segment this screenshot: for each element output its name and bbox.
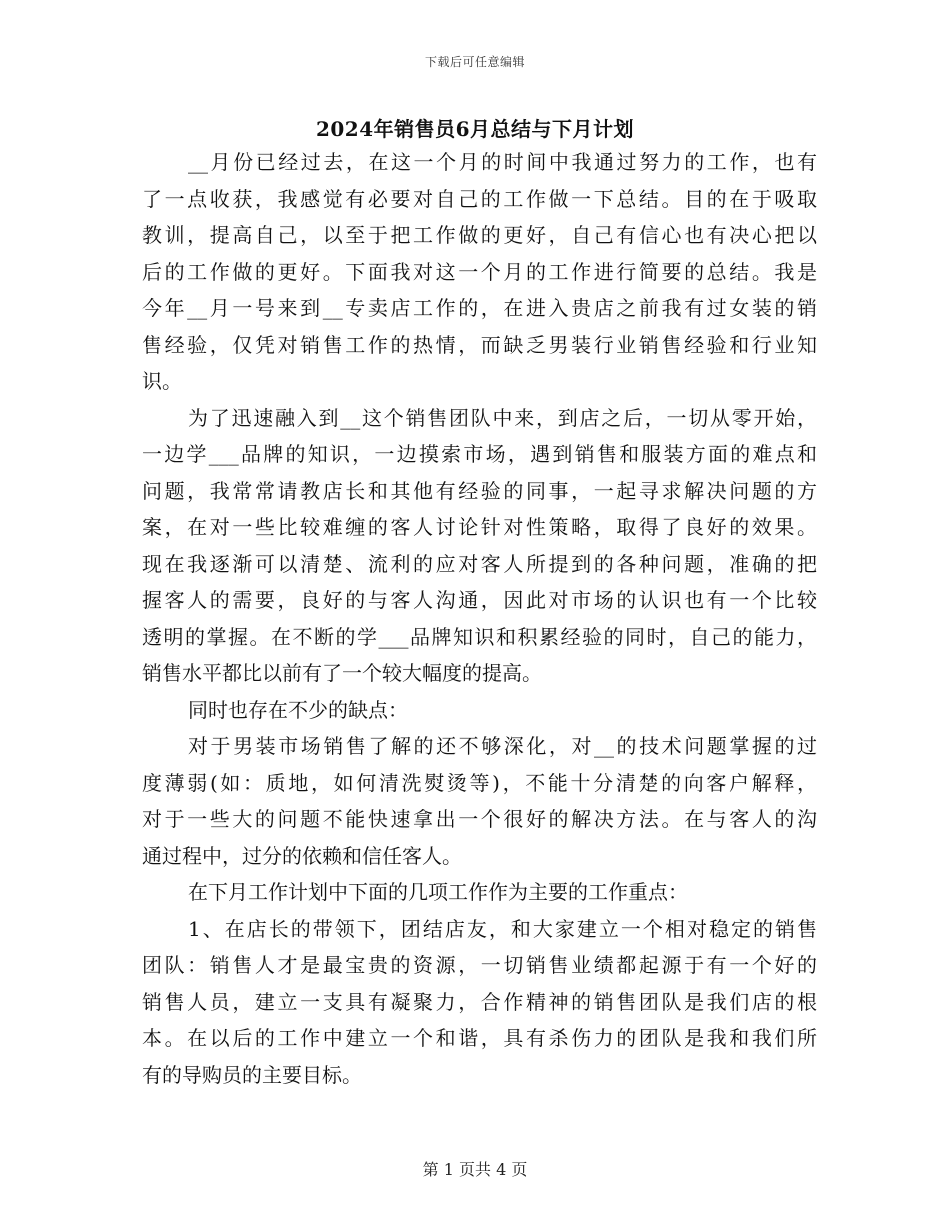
- body-line: 对于一些大的问题不能快速拿出一个很好的解决方法。在与客人的沟: [142, 807, 817, 831]
- body-line: 案，在对一些比较难缠的客人讨论针对性策略，取得了良好的效果。: [142, 515, 817, 539]
- body-line: 一边学___品牌的知识，一边摸索市场，遇到销售和服装方面的难点和: [142, 442, 817, 466]
- document-body: [142, 144, 817, 1093]
- body-line: 同时也存在不少的缺点：: [188, 697, 408, 722]
- body-line: 通过程中，过分的依赖和信任客人。: [142, 843, 462, 868]
- body-line: 售经验，仅凭对销售工作的热情，而缺乏男装行业销售经验和行业知: [142, 332, 817, 357]
- body-line: 销售水平都比以前有了一个较大幅度的提高。: [142, 661, 542, 685]
- body-line: 现在我逐渐可以清楚、流利的应对客人所提到的各种问题，准确的把: [142, 551, 817, 576]
- body-line: 对于男装市场销售了解的还不够深化，对__的技术问题掌握的过: [188, 734, 817, 758]
- body-line: 有的导购员的主要目标。: [142, 1062, 362, 1087]
- page-footer: 第 1 页共 4 页: [422, 1160, 528, 1179]
- body-line: 为了迅速融入到__这个销售团队中来，到店之后，一切从零开始，: [188, 405, 817, 430]
- body-line: 透明的掌握。在不断的学___品牌知识和积累经验的同时，自己的能力，: [142, 624, 817, 649]
- body-line: 了一点收获，我感觉有必要对自己的工作做一下总结。目的在于吸取: [142, 186, 817, 211]
- body-line: 握客人的需要，良好的与客人沟通，因此对市场的认识也有一个比较: [142, 588, 817, 612]
- body-line: 教训，提高自己，以至于把工作做的更好，自己有信心也有决心把以: [142, 223, 817, 247]
- body-line: __月份已经过去，在这一个月的时间中我通过努力的工作，也有: [188, 150, 817, 174]
- body-line: 本。在以后的工作中建立一个和谐，具有杀伤力的团队是我和我们所: [142, 1026, 817, 1050]
- body-line: 问题，我常常请教店长和其他有经验的同事，一起寻求解决问题的方: [142, 478, 817, 503]
- body-line: 团队：销售人才是最宝贵的资源，一切销售业绩都起源于有一个好的: [142, 953, 817, 977]
- body-line: 销售人员，建立一支具有凝聚力，合作精神的销售团队是我们店的根: [142, 989, 817, 1014]
- body-line: 1、在店长的带领下，团结店友，和大家建立一个相对稳定的销售: [188, 916, 817, 941]
- body-line: 后的工作做的更好。下面我对这一个月的工作进行简要的总结。我是: [142, 259, 817, 284]
- page-header: 下载后可任意编辑: [424, 55, 525, 69]
- document-title: 2024年销售员6月总结与下月计划: [315, 117, 635, 141]
- body-line: 度薄弱(如：质地，如何清洗熨烫等)，不能十分清楚的向客户解释，: [142, 770, 817, 795]
- body-line: 识。: [142, 369, 182, 393]
- body-line: 今年__月一号来到__专卖店工作的，在进入贵店之前我有过女装的销: [142, 296, 817, 320]
- body-line: 在下月工作计划中下面的几项工作作为主要的工作重点：: [188, 880, 688, 904]
